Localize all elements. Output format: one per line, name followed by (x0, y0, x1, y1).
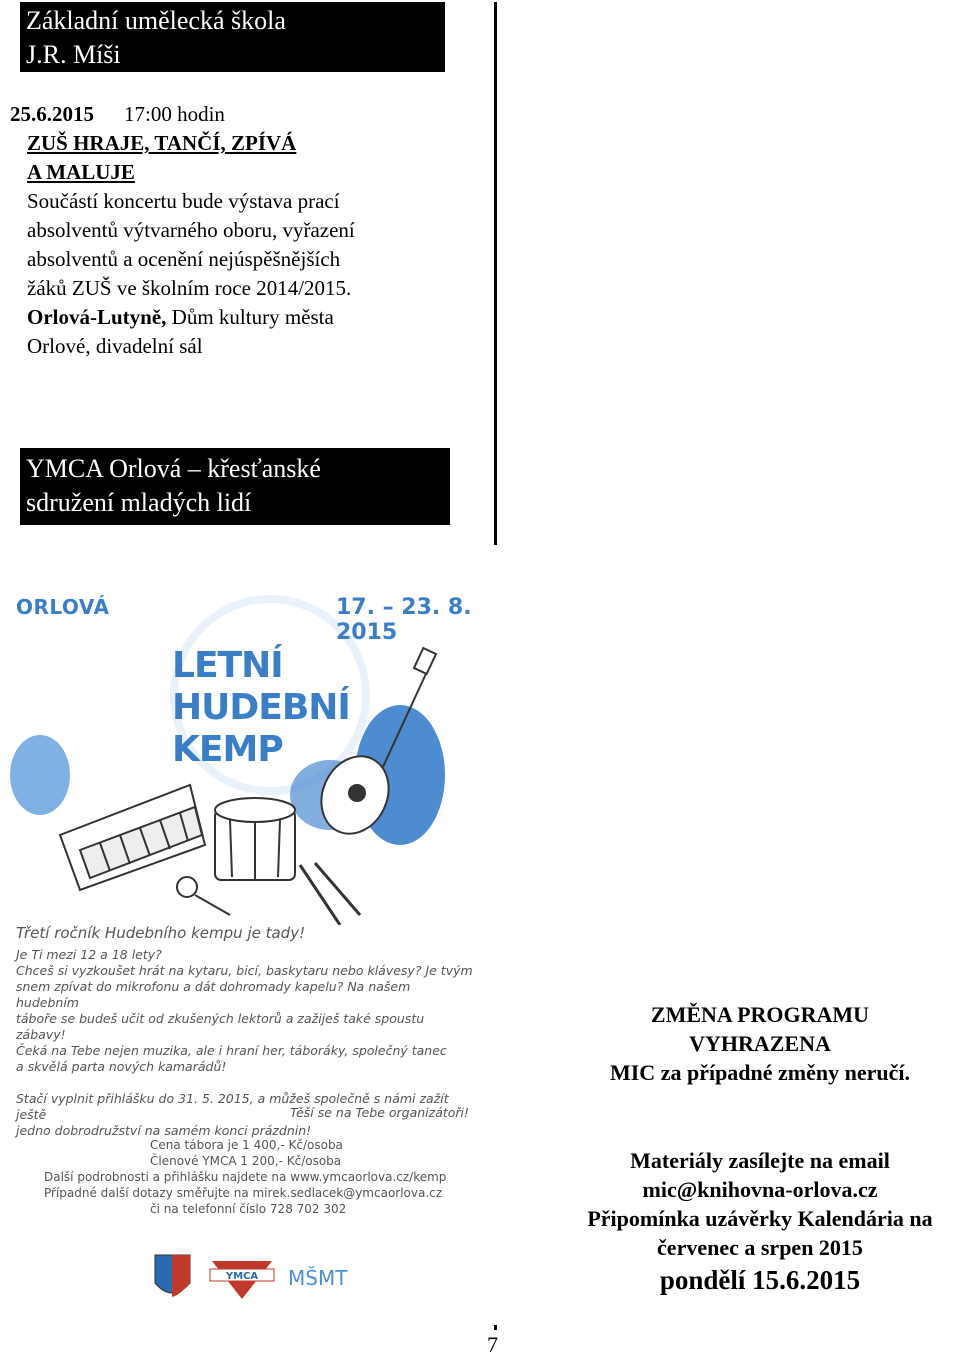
contact-line1: Materiály zasílejte na email (630, 1148, 890, 1173)
notice-line3: MIC za případné změny neručí. (609, 1060, 911, 1085)
poster-blurb-line: snem zpívat do mikrofonu a dát dohromady kapelu? Na našem hudebním (16, 979, 411, 1010)
poster-title (172, 645, 350, 771)
ymca-header-line2: sdružení mladých lidí (26, 488, 252, 517)
event-venue-line2: Orlové, divadelní sál (27, 334, 203, 358)
event-desc-line: žáků ZUŠ ve školním roce 2014/2015. (27, 276, 352, 300)
contact-line4: červenec a srpen 2015 (657, 1235, 863, 1260)
zus-header (20, 2, 445, 72)
zus-header-line1: Základní umělecká škola (26, 6, 286, 35)
poster-blurb-line: Stačí vyplnit přihlášku do 31. 5. 2015, a můžeš společně s námi zažít ještě (16, 1091, 449, 1122)
poster-price-line: či na telefonní číslo 728 702 302 (150, 1202, 347, 1216)
poster-blurb-line: táboře se budeš učit od zkušených lektorů a zažiješ také spoustu zábavy! (16, 1011, 425, 1042)
music-camp-poster (0, 545, 522, 1325)
keyboard-icon (60, 785, 205, 890)
microphone-icon (177, 877, 230, 915)
event-time: 17:00 hodin (124, 102, 225, 126)
zus-event (10, 100, 490, 361)
poster-dates: 17. – 23. 8. 2015 (336, 595, 472, 645)
poster-blurb-line: Chceš si vyzkoušet hrát na kytaru, bicí, baskytaru nebo klávesy? Je tvým (16, 963, 473, 978)
ymca-header (20, 448, 450, 525)
event-venue-bold: Orlová-Lutyně, (27, 305, 167, 329)
event-date: 25.6.2015 (10, 102, 94, 126)
poster-signature: Těší se na Tebe organizátoři! (290, 1105, 470, 1120)
notice-line2: VYHRAZENA (689, 1031, 831, 1056)
event-desc-line: absolventů a ocenění nejúspěšnějších (27, 247, 341, 271)
poster-price-line: Další podrobnosti a přihlášku najdete na www.ymcaorlova.cz/kemp (44, 1170, 447, 1184)
zus-header-line2: J.R. Míši (26, 40, 121, 69)
ink-blob-left (10, 735, 70, 815)
poster-title-line: KEMP (172, 729, 283, 770)
poster-price-line: Členové YMCA 1 200,- Kč/osoba (150, 1154, 342, 1168)
contact-deadline: pondělí 15.6.2015 (659, 1265, 861, 1295)
poster-logos (150, 1253, 350, 1303)
poster-blurb-line: a skvělá parta nových kamarádů! (16, 1059, 227, 1074)
notice-line1: ZMĚNA PROGRAMU (650, 1002, 870, 1027)
ymca-logo-text: YMCA (225, 1271, 259, 1282)
poster-blurb-line: jedno dobrodružství na samém konci prázdnin! (16, 1123, 312, 1138)
event-title-line2: A MALUJE (27, 160, 135, 184)
event-venue (10, 303, 490, 332)
poster-blurb-heading: Třetí ročník Hudebního kempu je tady! (16, 924, 306, 942)
poster-prices (44, 1137, 484, 1217)
orlova-coat-of-arms-icon (155, 1255, 190, 1297)
poster-blurb-line: Čeká na Tebe nejen muzika, ale i hraní her, táboráky, společný tanec (16, 1043, 447, 1058)
poster-price-line: Cena tábora je 1 400,- Kč/osoba (150, 1138, 343, 1152)
event-desc-line: Součástí koncertu bude výstava prací (27, 189, 340, 213)
poster-blurb-line: Je Ti mezi 12 a 18 lety? (16, 947, 162, 962)
drum-icon (215, 798, 295, 880)
poster-title-line: HUDEBNÍ (172, 687, 350, 728)
event-desc-line: absolventů výtvarného oboru, vyřazení (27, 218, 355, 242)
poster-title-line: LETNÍ (172, 645, 283, 686)
msmt-logo-text: MŠMT (288, 1266, 348, 1290)
submission-contact (560, 1146, 960, 1298)
page-number: 7 (487, 1332, 498, 1357)
program-change-notice (560, 1000, 960, 1087)
contact-email[interactable]: mic@knihovna-orlova.cz (642, 1177, 878, 1202)
ymca-header-line1: YMCA Orlová – křesťanské (26, 454, 321, 483)
poster-price-line: Případné další dotazy směřujte na mirek.sedlacek@ymcaorlova.cz (44, 1186, 443, 1200)
event-venue-rest: Dům kultury města (166, 305, 334, 329)
poster-blurb-line (16, 1075, 476, 1091)
event-title-line1: ZUŠ HRAJE, TANČÍ, ZPÍVÁ (27, 131, 297, 155)
poster-town: ORLOVÁ (16, 595, 110, 619)
msmt-logo-icon (288, 1266, 348, 1290)
event-datetime (10, 100, 490, 129)
contact-line3: Připomínka uzávěrky Kalendária na (587, 1206, 933, 1231)
drumsticks-icon (300, 863, 360, 925)
ymca-logo-icon (210, 1261, 274, 1299)
